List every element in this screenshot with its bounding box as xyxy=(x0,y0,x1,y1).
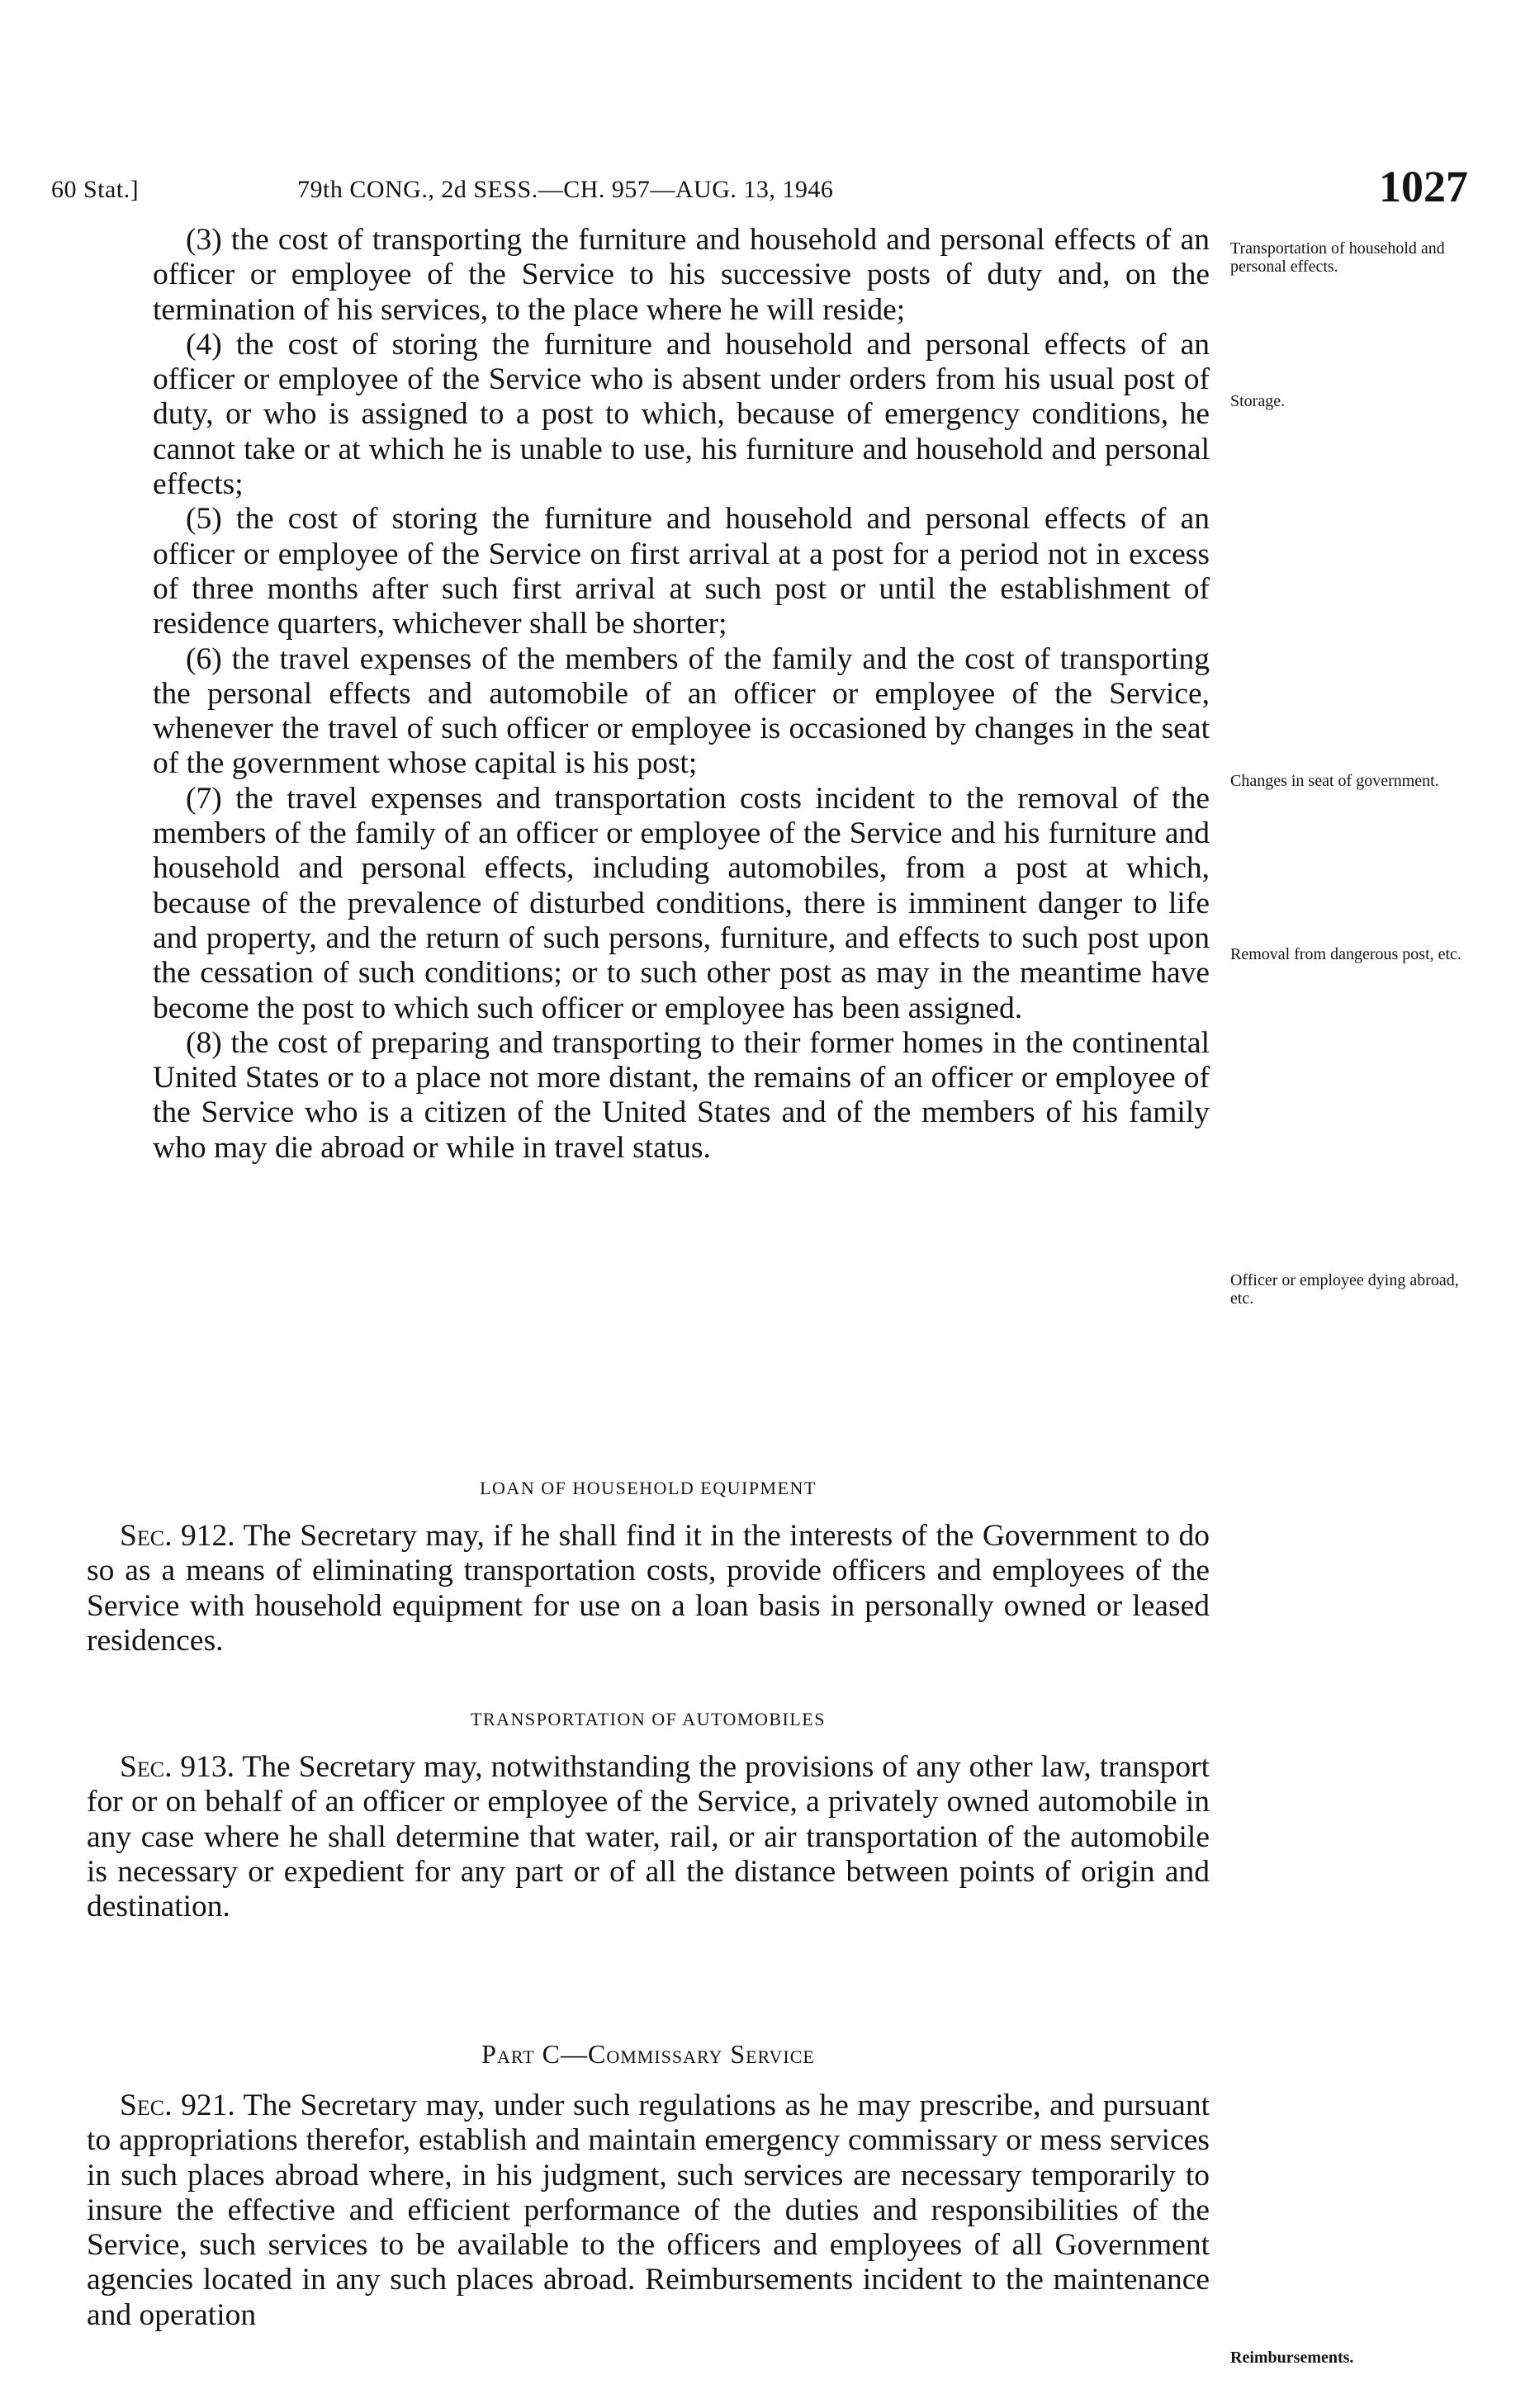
enumerated-clauses xyxy=(153,223,1210,1166)
margin-note-reimbursements: Reimbursements. xyxy=(1230,2349,1354,2367)
section-heading-transportation-automobiles: TRANSPORTATION OF AUTOMOBILES xyxy=(471,1709,826,1729)
section-912-label: Sec. 912. xyxy=(120,1519,235,1553)
section-heading-loan-household-equipment: LOAN OF HOUSEHOLD EQUIPMENT xyxy=(480,1478,817,1498)
clause-7: (7) the travel expenses and transportation costs incident to the removal of the members of the family of an officer or employee of the Service and his furniture and household and personal effects, including automobiles, from a post at which, because of the prevalence of disturbed conditions, there is imminent danger to life and property, and the return of such persons, furniture, and effects to such post upon the cessation of such conditions; or to such other post as may in the meantime have become the post to which such officer or employee has been assigned. xyxy=(153,781,1210,1025)
clause-8: (8) the cost of preparing and transporting to their former homes in the continental United States or to a place not more distant, the remains of an officer or employee of the Service who is a citizen of the United States and of the members of his family who may die abroad or while in travel status. xyxy=(153,1025,1210,1165)
section-921 xyxy=(87,2089,1210,2333)
page-header xyxy=(0,0,1530,215)
section-913-text: The Secretary may, notwithstanding the provisions of any other law, transport for or on behalf of an officer or employee of the Service, a privately owned automobile in any case where he shall determine that water, rail, or air transportation of the automobile is necessary or expedient for any part or of all the distance between points of origin and destination. xyxy=(87,1750,1210,1924)
section-913 xyxy=(87,1750,1210,1924)
section-921-paragraph xyxy=(87,2089,1210,2333)
clause-3: (3) the cost of transporting the furniture and household and personal effects of an officer or employee of the Service to his successive posts of duty and, on the termination of his services, to the place where he will reside; xyxy=(153,223,1210,327)
clause-6: (6) the travel expenses of the members of the family and the cost of transporting the personal effects and automobile of an officer or employee of the Service, whenever the travel of such officer or employee is occasioned by changes in the seat of the government whose capital is his post; xyxy=(153,641,1210,781)
margin-note-officer-dying-abroad: Officer or employee dying abroad, etc. xyxy=(1230,1271,1459,1308)
margin-note-dangerous-post: Removal from dangerous post, etc. xyxy=(1230,945,1461,963)
section-921-text: The Secretary may, under such regulations as he may prescribe, and pursuant to appropriations therefor, establish and maintain emergency commissary or mess services in such places abroad where, in his judgment, such services are necessary temporarily to insure the effective and efficient performance of the duties and responsibilities of the Service, such services to be available to the officers and employees of all Government agencies located in any such places abroad. Reimbursements incident to the maintenance and operation xyxy=(87,2089,1210,2332)
section-912 xyxy=(87,1519,1210,1658)
congress-session-chapter-date: 79th CONG., 2d SESS.—CH. 957—AUG. 13, 1946 xyxy=(297,176,834,203)
margin-note-seat-of-government: Changes in seat of government. xyxy=(1230,772,1439,790)
margin-note-storage: Storage. xyxy=(1230,392,1286,410)
clause-4: (4) the cost of storing the furniture and household and personal effects of an officer or employee of the Service who is absent under orders from his usual post of duty, or who is assigned to a post to which, because of emergency conditions, he cannot take or at which he is unable to use, his furniture and household and personal effects; xyxy=(153,327,1210,502)
page-number: 1027 xyxy=(1379,162,1468,211)
margin-note-transportation: Transportation of household and personal effects. xyxy=(1230,239,1445,276)
section-921-label: Sec. 921. xyxy=(120,2089,235,2122)
section-912-text: The Secretary may, if he shall find it in the interests of the Government to do so as a means of eliminating transportation costs, provide officers and employees of the Service with household equipment for use on a loan basis in personally owned or leased residences. xyxy=(87,1519,1210,1658)
statute-volume-label: 60 Stat.] xyxy=(51,176,140,203)
section-913-paragraph xyxy=(87,1750,1210,1924)
section-912-paragraph xyxy=(87,1519,1210,1658)
part-c-heading: Part C—Commissary Service xyxy=(481,2039,815,2069)
clause-5: (5) the cost of storing the furniture and household and personal effects of an officer or employee of the Service on first arrival at a post for a period not in excess of three months after such first arrival at such post or until the establishment of residence quarters, whichever shall be shorter; xyxy=(153,502,1210,641)
section-913-label: Sec. 913. xyxy=(120,1750,235,1784)
